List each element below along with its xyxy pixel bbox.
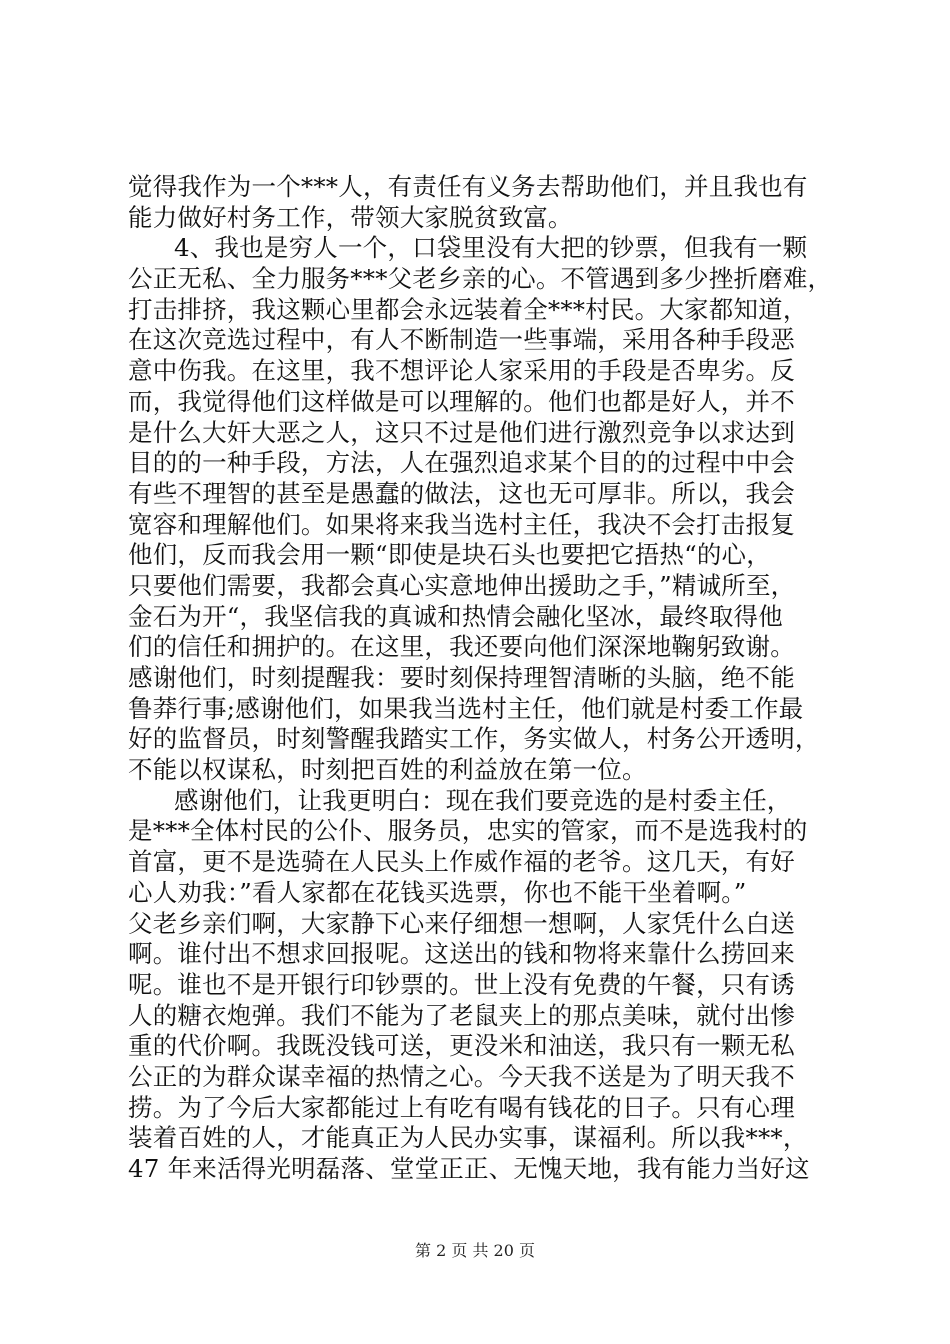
text-line: 公正无私、全力服务***父老乡亲的心。不管遇到多少挫折磨难，	[128, 264, 833, 294]
text-line: 而，我觉得他们这样做是可以理解的。他们也都是好人，并不	[128, 386, 795, 416]
text-line: 宽容和理解他们。如果将来我当选村主任，我决不会打击报复	[128, 509, 795, 539]
page-footer: 第 2 页 共 20 页	[415, 1241, 535, 1260]
text-line: 们的信任和拥护的。在这里，我还要向他们深深地鞠躬致谢。	[128, 632, 795, 662]
text-line: 他们，反而我会用一颗“即使是块石头也要把它捂热“的心，	[128, 540, 771, 570]
text-line: 觉得我作为一个***人，有责任有义务去帮助他们，并且我也有	[128, 172, 808, 201]
text-line: 啊。谁付出不想求回报呢。这送出的钱和物将来靠什么捞回来	[128, 939, 795, 969]
text-line: 4、我也是穷人一个，口袋里没有大把的钞票，但我有一颗	[174, 233, 808, 263]
text-line: 心人劝我：”看人家都在花钱买选票，你也不能干坐着啊。”	[128, 877, 747, 907]
text-line: 装着百姓的人，才能真正为人民办实事，谋福利。所以我***，	[128, 1123, 808, 1153]
text-line: 有些不理智的甚至是愚蠢的做法，这也无可厚非。所以，我会	[128, 478, 795, 508]
text-line: 是***全体村民的公仆、服务员，忠实的管家，而不是选我村的	[128, 816, 808, 846]
text-line: 父老乡亲们啊，大家静下心来仔细想一想啊，人家凭什么白送	[128, 908, 795, 938]
text-line: 感谢他们，时刻提醒我：要时刻保持理智清晰的头脑，绝不能	[128, 663, 795, 692]
text-line: 鲁莽行事;感谢他们，如果我当选村主任，他们就是村委工作最	[128, 693, 804, 723]
text-line: 打击排挤，我这颗心里都会永远装着全***村民。大家都知道，	[128, 294, 808, 324]
text-line: 公正的为群众谋幸福的热情之心。今天我不送是为了明天我不	[128, 1061, 795, 1091]
text-line: 47 年来活得光明磊落、堂堂正正、无愧天地，我有能力当好这	[128, 1154, 810, 1183]
text-line: 目的的一种手段，方法，人在强烈追求某个目的的过程中中会	[128, 448, 795, 478]
text-line: 重的代价啊。我既没钱可送，更没米和油送，我只有一颗无私	[128, 1031, 795, 1061]
text-line: 首富，更不是选骑在人民头上作威作福的老爷。这几天，有好	[128, 847, 795, 877]
text-line: 在这次竞选过程中，有人不断制造一些事端，采用各种手段恶	[128, 325, 795, 355]
text-line: 是什么大奸大恶之人，这只不过是他们进行激烈竞争以求达到	[128, 417, 795, 447]
text-line: 意中伤我。在这里，我不想评论人家采用的手段是否卑劣。反	[128, 356, 795, 386]
text-line: 人的糖衣炮弹。我们不能为了老鼠夹上的那点美味，就付出惨	[128, 1000, 795, 1030]
text-line: 不能以权谋私，时刻把百姓的利益放在第一位。	[128, 755, 647, 785]
body-text	[128, 172, 833, 1185]
text-line: 好的监督员，时刻警醒我踏实工作，务实做人，村务公开透明，	[128, 724, 820, 754]
text-line: 呢。谁也不是开银行印钞票的。世上没有免费的午餐，只有诱	[128, 969, 795, 999]
text-line: 捞。为了今后大家都能过上有吃有喝有钱花的日子。只有心理	[128, 1092, 795, 1122]
text-line: 只要他们需要，我都会真心实意地伸出援助之手，”精诚所至，	[128, 570, 796, 600]
text-line: 能力做好村务工作，带领大家脱贫致富。	[128, 202, 573, 232]
text-line: 感谢他们，让我更明白：现在我们要竞选的是村委主任，	[174, 785, 792, 815]
text-line: 金石为开“，我坚信我的真诚和热情会融化坚冰，最终取得他	[128, 601, 783, 631]
